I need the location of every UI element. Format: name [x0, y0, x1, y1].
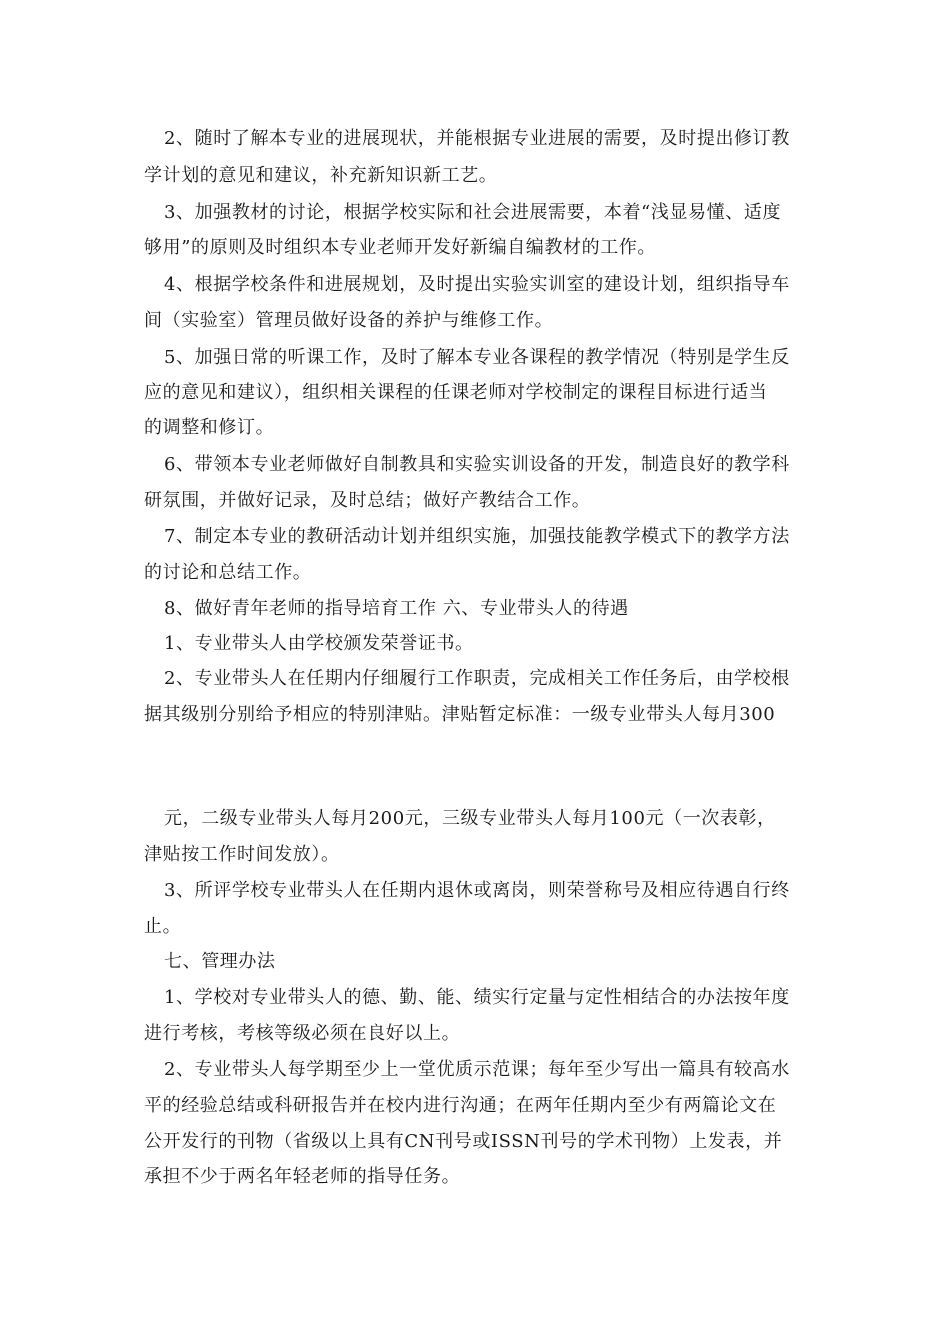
- text-line: 进行考核，考核等级必须在良好以上。: [144, 1023, 461, 1044]
- text-line: 2、随时了解本专业的进展现状，并能根据专业进展的需要，及时提出修订教: [164, 128, 790, 149]
- text-line: 研氛围，并做好记录，及时总结；做好产教结合工作。: [144, 490, 591, 511]
- text-line: 承担不少于两名年轻老师的指导任务。: [144, 1166, 461, 1187]
- text-line: 4、根据学校条件和进展规划，及时提出实验实训室的建设计划，组织指导车: [164, 274, 790, 295]
- text-line: 学计划的意见和建议，补充新知识新工艺。: [144, 165, 498, 186]
- text-line: 2、专业带头人每学期至少上一堂优质示范课；每年至少写出一篇具有较高水: [164, 1059, 790, 1080]
- text-line: 够用”的原则及时组织本专业老师开发好新编自编教材的工作。: [144, 237, 656, 258]
- text-line: 2、专业带头人在任期内仔细履行工作职责，完成相关工作任务后，由学校根: [164, 668, 790, 689]
- text-line: 止。: [144, 916, 182, 937]
- text-line: 津贴按工作时间发放）。: [144, 844, 340, 865]
- text-line: 公开发行的刊物（省级以上具有CN刊号或ISSN刊号的学术刊物）上发表，并: [144, 1131, 783, 1152]
- text-line: 元，二级专业带头人每月200元，三级专业带头人每月100元（一次表彰，: [164, 808, 776, 829]
- text-line: 6、带领本专业老师做好自制教具和实验实训设备的开发，制造良好的教学科: [164, 454, 790, 475]
- text-line: 1、学校对专业带头人的德、勤、能、绩实行定量与定性相结合的办法按年度: [164, 987, 790, 1008]
- text-line: 的讨论和总结工作。: [144, 562, 312, 583]
- section-heading: 七、管理办法: [164, 951, 276, 972]
- text-line: 8、做好青年老师的指导培育工作 六、专业带头人的待遇: [164, 598, 629, 619]
- text-line: 5、加强日常的听课工作，及时了解本专业各课程的教学情况（特别是学生反: [164, 347, 790, 368]
- text-line: 7、制定本专业的教研活动计划并组织实施，加强技能教学模式下的教学方法: [164, 526, 790, 547]
- text-line: 应的意见和建议），组织相关课程的任课老师对学校制定的课程目标进行适当: [144, 382, 768, 403]
- text-line: 据其级别分别给予相应的特别津贴。津贴暂定标准：一级专业带头人每月300: [144, 704, 776, 725]
- text-line: 间（实验室）管理员做好设备的养护与维修工作。: [144, 310, 554, 331]
- text-line: 3、所评学校专业带头人在任期内退休或离岗，则荣誉称号及相应待遇自行终: [164, 880, 790, 901]
- text-line: 1、专业带头人由学校颁发荣誉证书。: [164, 633, 474, 654]
- text-line: 的调整和修订。: [144, 417, 275, 438]
- text-line: 平的经验总结或科研报告并在校内进行沟通；在两年任期内至少有两篇论文在: [144, 1095, 777, 1116]
- text-line: 3、加强教材的讨论，根据学校实际和社会进展需要，本着“浅显易懂、适度: [164, 202, 782, 223]
